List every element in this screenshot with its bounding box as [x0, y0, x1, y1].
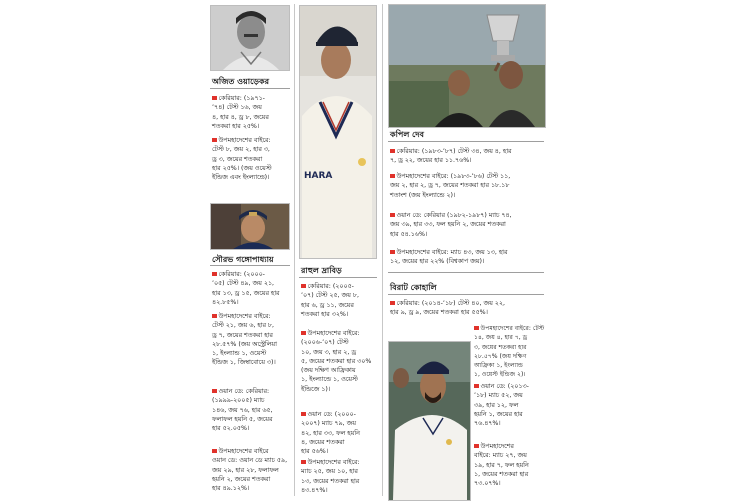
- saurav-ganguly-photo: [210, 203, 290, 250]
- column-divider: [294, 4, 295, 496]
- player-name-rahul: রাহুল দ্রাবিড়: [301, 266, 342, 275]
- bullet-marker: [474, 444, 479, 449]
- bullet-marker: [212, 138, 217, 143]
- player-name-ajit: অজিত ওয়াড়েকর: [212, 77, 270, 86]
- bullet-marker: [390, 301, 395, 306]
- kapil-odi-overseas-stat: উপমহাদেশের বাইরে: ম্যাচ ৪৩, জয় ১৩, হার ১২, জয়ের হার ২২% (বিশ্বকাপ জয়)।: [390, 249, 508, 266]
- kapil-dev-photo: [388, 4, 546, 128]
- svg-text:HARA: HARA: [304, 171, 333, 181]
- saurav-career-stat: কেরিয়ার: (২০০০- ’০৫) টেস্ট ৪৯, জয় ২১, হার ১৩, ড্র ১৫, জয়ের হার ৪২.৮৫%।: [212, 271, 280, 306]
- portrait-image: [389, 5, 545, 127]
- bullet-marker: [474, 384, 479, 389]
- rahul-odi-overseas-stat: উপমহাদেশের বাইরে: ম্যাচ ২৫, জয় ১০, হার ১৩, জয়ের শতকরা হার ৪৩.৪৭%।: [301, 459, 360, 494]
- ajit-overseas-stat: উপমহাদেশের বাইরে: টেস্ট ৮, জয় ২, হার ৩, ড্র ৩, জয়ের শতকরা হার ২৫%। (জয় ওয়েস্ট ইন্ডিজ এবং ইংল্যান্ডে)।: [212, 137, 272, 182]
- saurav-overseas-stat: উপমহাদেশের বাইরে: টেস্ট ২১, জয় ৬, হার ৮, ড্র ৭, জয়ের শতকরা হার ২৮.৫৭% (জয় অস্ট্রেলিয়া ১, ইংল্যান্ড ১, ওয়েস্ট ইন্ডিজ ১, জিম্বাবোয়ে ৩)।: [212, 313, 277, 367]
- portrait-image: [300, 6, 376, 258]
- bullet-marker: [301, 331, 306, 336]
- player-name-saurav: সৌরভ গঙ্গোপাধ্যায়: [212, 255, 274, 264]
- ajit-wadekar-photo: [210, 5, 290, 71]
- rahul-overseas-stat: উপমহাদেশের বাইরে: (২০০৬-’০৭) টেস্ট ১০, জয় ৩, হার ২, ড্র ৫, জয়ের শতকরা হার ৩০% (জয় দক্ষিণ আফ্রিকায় ১, ইংল্যান্ডে ১, ওয়েস্ট ইন্ডিজে ১)।: [301, 330, 372, 393]
- bullet-marker: [212, 272, 217, 277]
- rahul-odi-stat: ওয়ান ডে: (২০০০- ২০০৭) ম্যাচ ৭৯, জয় ৪২, হার ৩৩, ফল হয়নি ৪, জয়ের শতকরা হার ৫৬%।: [301, 411, 360, 456]
- bullet-marker: [390, 213, 395, 218]
- player-name-virat: বিরাট কোহালি: [390, 283, 437, 292]
- bullet-marker: [301, 284, 306, 289]
- bullet-marker: [390, 149, 395, 154]
- bullet-marker: [390, 250, 395, 255]
- bullet-marker: [301, 412, 306, 417]
- name-underline: [299, 277, 377, 278]
- saurav-odi-overseas-stat: উপমহাদেশের বাইরে ওয়ান ডে: ওয়ান ডে ম্যাচ ৫৯, জয় ২৯, হার ২৮, ফলাফল হয়নি ২, জয়ের শতকরা হার ৪৯.১২%।: [212, 448, 288, 493]
- bullet-marker: [212, 96, 217, 101]
- bullet-marker: [474, 326, 479, 331]
- ajit-career-stat: কেরিয়ার: (১৯৭১- ’৭৪) টেস্ট ১৬, জয় ৪, হার ৪, ড্র ৮, জয়ের শতকরা হার ২৫%।: [212, 95, 269, 130]
- portrait-image: [389, 342, 470, 500]
- virat-kohli-photo: [388, 341, 471, 501]
- player-name-kapil: কপিল দেব: [390, 130, 424, 139]
- name-underline: [388, 294, 544, 295]
- column-divider: [382, 4, 383, 496]
- bullet-marker: [301, 460, 306, 465]
- virat-career-stat: কেরিয়ার: (২০১৪-’১৮) টেস্ট ৪০, জয় ২২, হার ৯, ড্র ৯, জয়ের শতকরা হার ৫৫%।: [390, 300, 505, 317]
- name-underline: [210, 88, 290, 89]
- saurav-odi-stat: ওয়ান ডে: কেরিয়ার: (১৯৯৯-২০০৫) ম্যাচ ১৪৬, জয় ৭৬, হার ৬৫, ফলাফল হয়নি ৫, জয়ের হার ৫২.০৫%।: [212, 388, 273, 433]
- kapil-overseas-stat: উপমহাদেশের বাইরে: (১৯৮৩-’৮৬) টেস্ট ১১, জয় ২, হার ২, ড্র ৭, জয়ের শতকরা হার ১৮.১৮ শতাংশ (জয় ইংল্যান্ডে ২)।: [390, 173, 511, 199]
- bullet-marker: [212, 389, 217, 394]
- section-divider: [388, 272, 544, 273]
- bullet-marker: [212, 314, 217, 319]
- portrait-image: [211, 204, 289, 249]
- kapil-career-stat: কেরিয়ার: (১৯৮৩-’৮৭) টেস্ট ৩৪, জয় ৪, হার ৭, ড্র ২২, জয়ের হার ১১.৭৬%।: [390, 148, 512, 165]
- name-underline: [388, 141, 544, 142]
- virat-odi-stat: ওয়ান ডে: (২০১৩- ’১৮) ম্যাচ ৫২, জয় ৩৯, হার ১২, ফল হয়নি ১, জয়ের হার ৭৬.৪৭%।: [474, 383, 529, 428]
- rahul-dravid-photo: [299, 5, 377, 259]
- portrait-image: [211, 6, 289, 70]
- rahul-career-stat: কেরিয়ার: (২০০৫- ’০৭) টেস্ট ২৫, জয় ৮, হার ৬, ড্র ১১, জয়ের শতকরা হার ৩২%।: [301, 283, 359, 318]
- name-underline: [210, 265, 290, 266]
- bullet-marker: [212, 449, 217, 454]
- bullet-marker: [390, 174, 395, 179]
- kapil-odi-stat: ওয়ান ডে: কেরিয়ার (১৯৮২-১৯৮৭) ম্যাচ ৭৪, জয় ৩৯, হার ৩৩, ফল হয়নি ২, জয়ের শতকরা হার ৫৪.১৬%।: [390, 212, 512, 238]
- virat-overseas-stat: উপমহাদেশের বাইরে: টেস্ট ১৪, জয় ৪, হার ৭, ড্র ৩, জয়ের শতকরা হার ২৮.৫৭% (জয় দক্ষিণ আফ্রিকা ১, ইংল্যান্ড ১, ওয়েস্ট ইন্ডিজ ২)।: [474, 325, 545, 379]
- virat-odi-overseas-stat: উপমহাদেশের বাইরে: ম্যাচ ২৭, জয় ১৯, হার ৭, ফল হয়নি ১, জয়ের শতকরা হার ৭৩.০৭%।: [474, 443, 529, 488]
